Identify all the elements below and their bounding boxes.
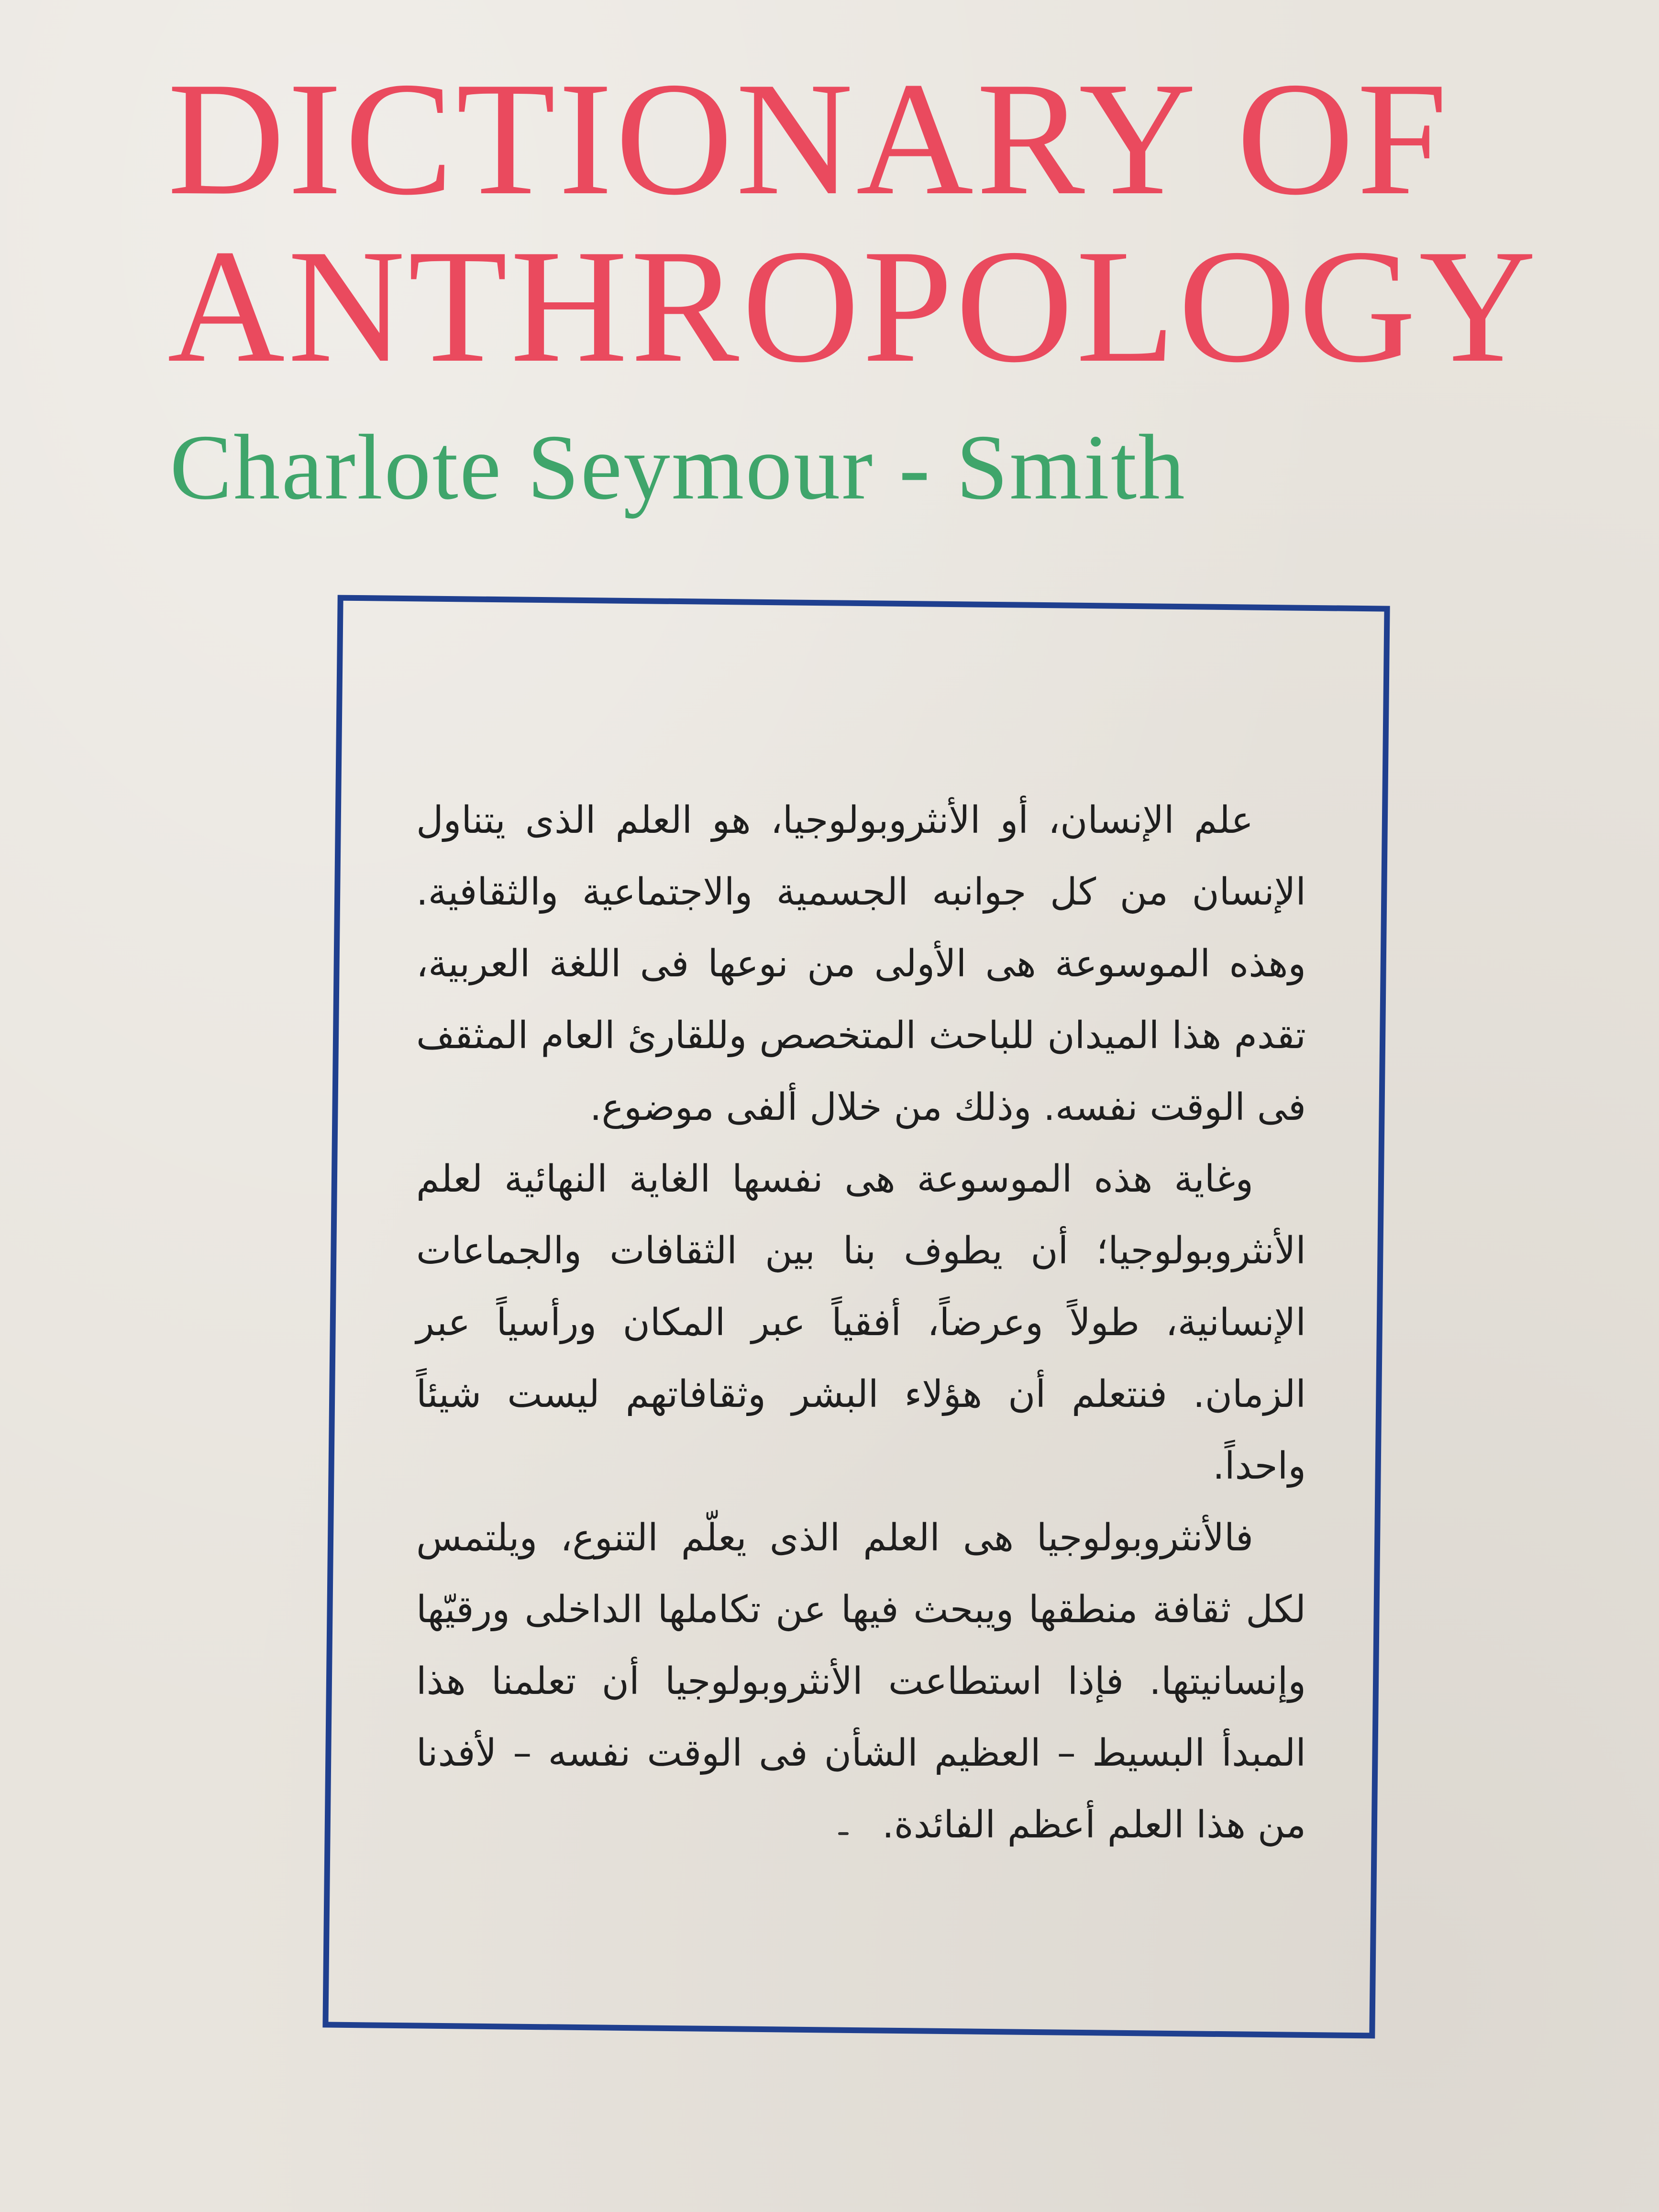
blurb-paragraph: علم الإنسان، أو الأنثروبولوجيا، هو العلم الذى يتناول الإنسان من كل جوانبه الجسمية والاجتماعية والثقافية. وهذه الموسوعة هى الأولى من نوعها فى اللغة العربية، تقدم هذا الميدان للباحث المتخصص وللقارئ العام المثقف فى الوقت نفسه. وذلك من خلال ألفى موضوع. <box>416 799 1306 1129</box>
book-title-line-2: ANTHROPOLOGY <box>167 216 1539 396</box>
blurb-paragraph: فالأنثروبولوجيا هى العلم الذى يعلّم التنوع، ويلتمس لكل ثقافة منطقها ويبحث فيها عن تكاملها الداخلى ورقيّها وإنسانيتها. فإذا استطاعت الأنثروبولوجيا أن تعلمنا هذا المبدأ البسيط – العظيم الشأن فى الوقت نفسه – لأفدنا من هذا العلم أعظم الفائدة. <box>416 1516 1306 1847</box>
book-title-line-1: DICTIONARY OF <box>167 48 1450 229</box>
print-speck <box>838 1832 849 1835</box>
blurb-text <box>416 785 1306 1861</box>
blurb-paragraph: وغاية هذه الموسوعة هى نفسها الغاية النهائية لعلم الأنثروبولوجيا؛ أن يطوف بنا بين الثقافات والجماعات الإنسانية، طولاً وعرضاً، أفقياً عبر المكان ورأسياً عبر الزمان. فنتعلم أن هؤلاء البشر وثقافاتهم ليست شيئاً واحداً. <box>416 1158 1306 1488</box>
author-name: Charlote Seymour - Smith <box>170 416 1186 519</box>
